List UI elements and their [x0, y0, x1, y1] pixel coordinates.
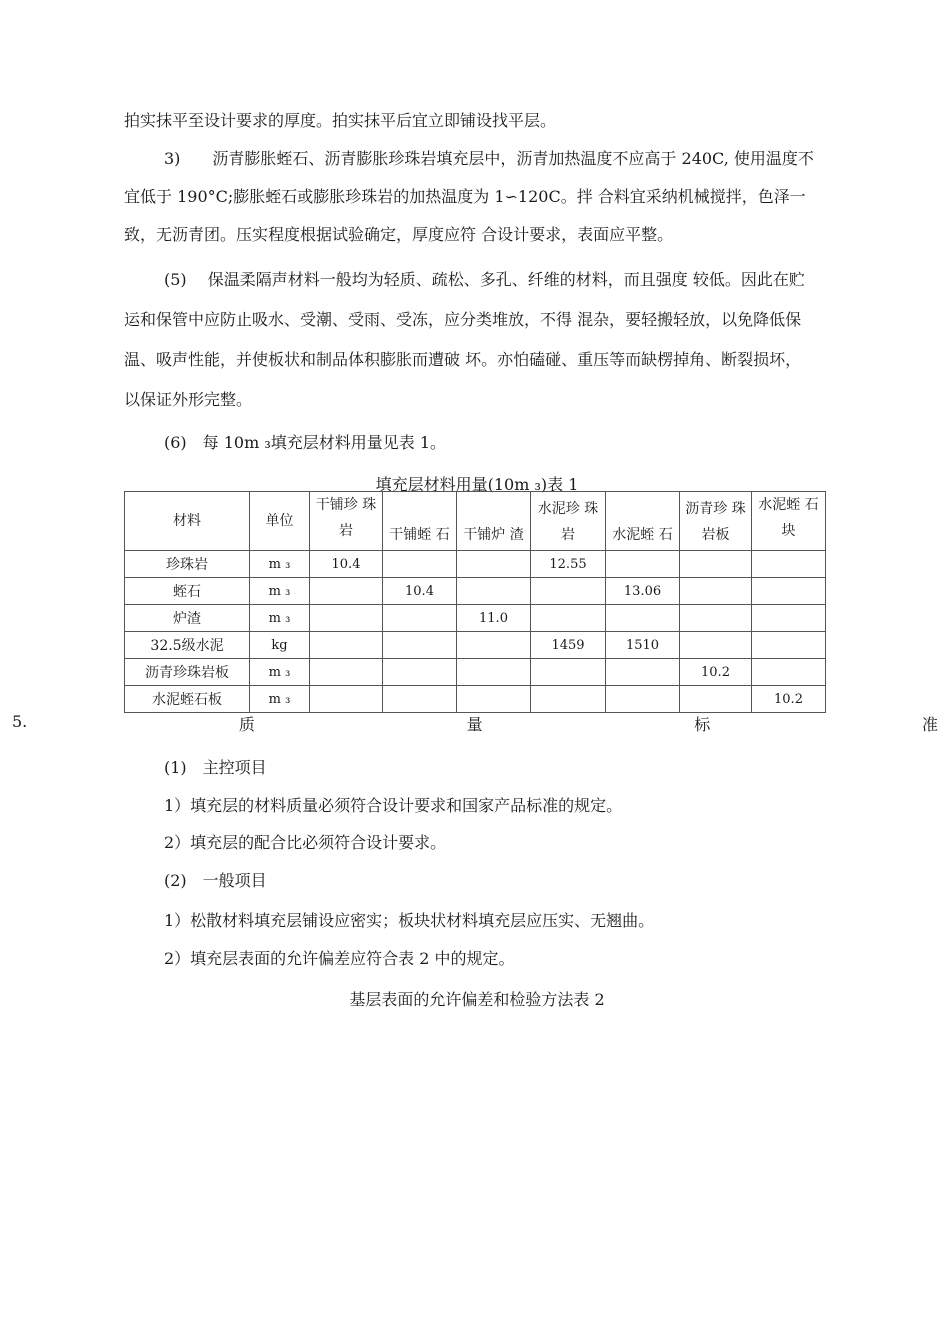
- section-heading: [12, 712, 938, 735]
- list-item: 2）填充层表面的允许偏差应符合表 2 中的规定。: [164, 949, 515, 968]
- list-item: 1）填充层的材料质量必须符合设计要求和国家产品标准的规定。: [164, 796, 623, 815]
- materials-table: [124, 491, 826, 713]
- table-cell: m ₃: [250, 659, 310, 686]
- table-cell: m ₃: [250, 551, 310, 578]
- table-header-cell: 沥青珍 珠岩板: [680, 492, 752, 551]
- table-header-cell: 干铺蛭 石: [383, 492, 457, 551]
- table-cell: [752, 605, 826, 632]
- table-cell: m ₃: [250, 578, 310, 605]
- section-number: 5.: [12, 712, 28, 731]
- table-header-row: [125, 492, 826, 551]
- paragraph-line: 以保证外形完整。: [124, 390, 253, 409]
- section-heading-char: 标: [694, 715, 711, 734]
- table-cell: 13.06: [606, 578, 680, 605]
- table-cell: [680, 551, 752, 578]
- table-row: [125, 605, 826, 632]
- table-cell: [310, 605, 383, 632]
- table-cell: 1459: [531, 632, 606, 659]
- paragraph-6: (6) 每 10m ₃填充层材料用量见表 1。: [164, 433, 447, 452]
- table-cell: [457, 632, 531, 659]
- table-cell: 10.4: [310, 551, 383, 578]
- table-cell: 蛭石: [125, 578, 250, 605]
- table-cell: [310, 659, 383, 686]
- table-cell: [383, 686, 457, 713]
- paragraph-line: (5) 保温柔隔声材料一般均为轻质、疏松、多孔、纤维的材料，而且强度 较低。因此在贮: [164, 270, 805, 289]
- table-cell: [310, 632, 383, 659]
- table-cell: [383, 605, 457, 632]
- table-cell: [531, 578, 606, 605]
- subsection-heading: (1) 主控项目: [164, 758, 267, 777]
- table-cell: 1510: [606, 632, 680, 659]
- table-header-cell: 水泥珍 珠岩: [531, 492, 606, 551]
- table-row: [125, 659, 826, 686]
- paragraph-5: [124, 265, 938, 415]
- table-cell: m ₃: [250, 605, 310, 632]
- table-cell: 12.55: [531, 551, 606, 578]
- table-cell: [680, 686, 752, 713]
- table-header-cell: 干铺珍 珠岩: [310, 492, 383, 551]
- table-cell: [457, 659, 531, 686]
- table-cell: 32.5级水泥: [125, 632, 250, 659]
- table-cell: [752, 578, 826, 605]
- paragraph-3: [124, 144, 930, 250]
- table-cell: 11.0: [457, 605, 531, 632]
- table-cell: kg: [250, 632, 310, 659]
- table-header-cell: 单位: [250, 492, 310, 551]
- table-cell: [310, 686, 383, 713]
- table-cell: [752, 551, 826, 578]
- table-header-cell: 水泥蛭 石: [606, 492, 680, 551]
- table-cell: [606, 686, 680, 713]
- paragraph-line: 致，无沥青团。压实程度根据试验确定，厚度应符 合设计要求，表面应平整。: [124, 225, 674, 244]
- table-cell: [606, 659, 680, 686]
- table-cell: [310, 578, 383, 605]
- table-cell: [606, 605, 680, 632]
- table-cell: [457, 578, 531, 605]
- section-heading-char: 质: [238, 715, 255, 734]
- table-cell: [680, 578, 752, 605]
- table-row: [125, 632, 826, 659]
- table-cell: [383, 659, 457, 686]
- section-heading-char: 量: [466, 715, 483, 734]
- table-cell: [531, 686, 606, 713]
- paragraph-line: 拍实抹平至设计要求的厚度。拍实抹平后宜立即铺设找平层。: [124, 111, 557, 130]
- table-cell: 10.2: [752, 686, 826, 713]
- subsection-heading: (2) 一般项目: [164, 871, 267, 890]
- section-heading-char: 准: [921, 715, 938, 734]
- table-cell: 水泥蛭石板: [125, 686, 250, 713]
- table-cell: 沥青珍珠岩板: [125, 659, 250, 686]
- table-cell: [383, 551, 457, 578]
- paragraph-line: 运和保管中应防止吸水、受潮、受雨、受冻，应分类堆放，不得 混杂，要轻搬轻放，以免降低保: [124, 310, 802, 329]
- paragraph-line: 宜低于 190°C;膨胀蛭石或膨胀珍珠岩的加热温度为 1∽120C。拌 合料宜采纳机械搅拌，色泽一: [124, 187, 806, 206]
- table-cell: [606, 551, 680, 578]
- table-row: [125, 578, 826, 605]
- table-cell: 10.2: [680, 659, 752, 686]
- list-item: 2）填充层的配合比必须符合设计要求。: [164, 833, 447, 852]
- table-cell: 10.4: [383, 578, 457, 605]
- table-cell: [680, 605, 752, 632]
- table-row: [125, 551, 826, 578]
- table-cell: 炉渣: [125, 605, 250, 632]
- table-header-cell: 水泥蛭 石块: [752, 492, 826, 551]
- table-cell: [531, 659, 606, 686]
- table-cell: [531, 605, 606, 632]
- table-cell: [383, 632, 457, 659]
- list-item: 1）松散材料填充层铺设应密实；板块状材料填充层应压实、无翘曲。: [164, 911, 655, 930]
- paragraph-line: 3) 沥青膨胀蛭石、沥青膨胀珍珠岩填充层中，沥青加热温度不应高于 240C, 使用温度不: [164, 149, 814, 168]
- table-header-cell: 材料: [125, 492, 250, 551]
- table-cell: [680, 632, 752, 659]
- table-row: [125, 686, 826, 713]
- table-cell: [752, 659, 826, 686]
- table-cell: [752, 632, 826, 659]
- table-caption: 基层表面的允许偏差和检验方法表 2: [349, 990, 605, 1009]
- table-cell: [457, 686, 531, 713]
- table-cell: m ₃: [250, 686, 310, 713]
- table-cell: [457, 551, 531, 578]
- table-cell: 珍珠岩: [125, 551, 250, 578]
- paragraph-line: 温、吸声性能，并使板状和制品体积膨胀而遭破 坏。亦怕磕碰、重压等而缺楞掉角、断裂损坏，: [124, 350, 802, 369]
- table-caption: 填充层材料用量(10m ₃)表 1: [375, 475, 579, 494]
- table-header-cell: 干铺炉 渣: [457, 492, 531, 551]
